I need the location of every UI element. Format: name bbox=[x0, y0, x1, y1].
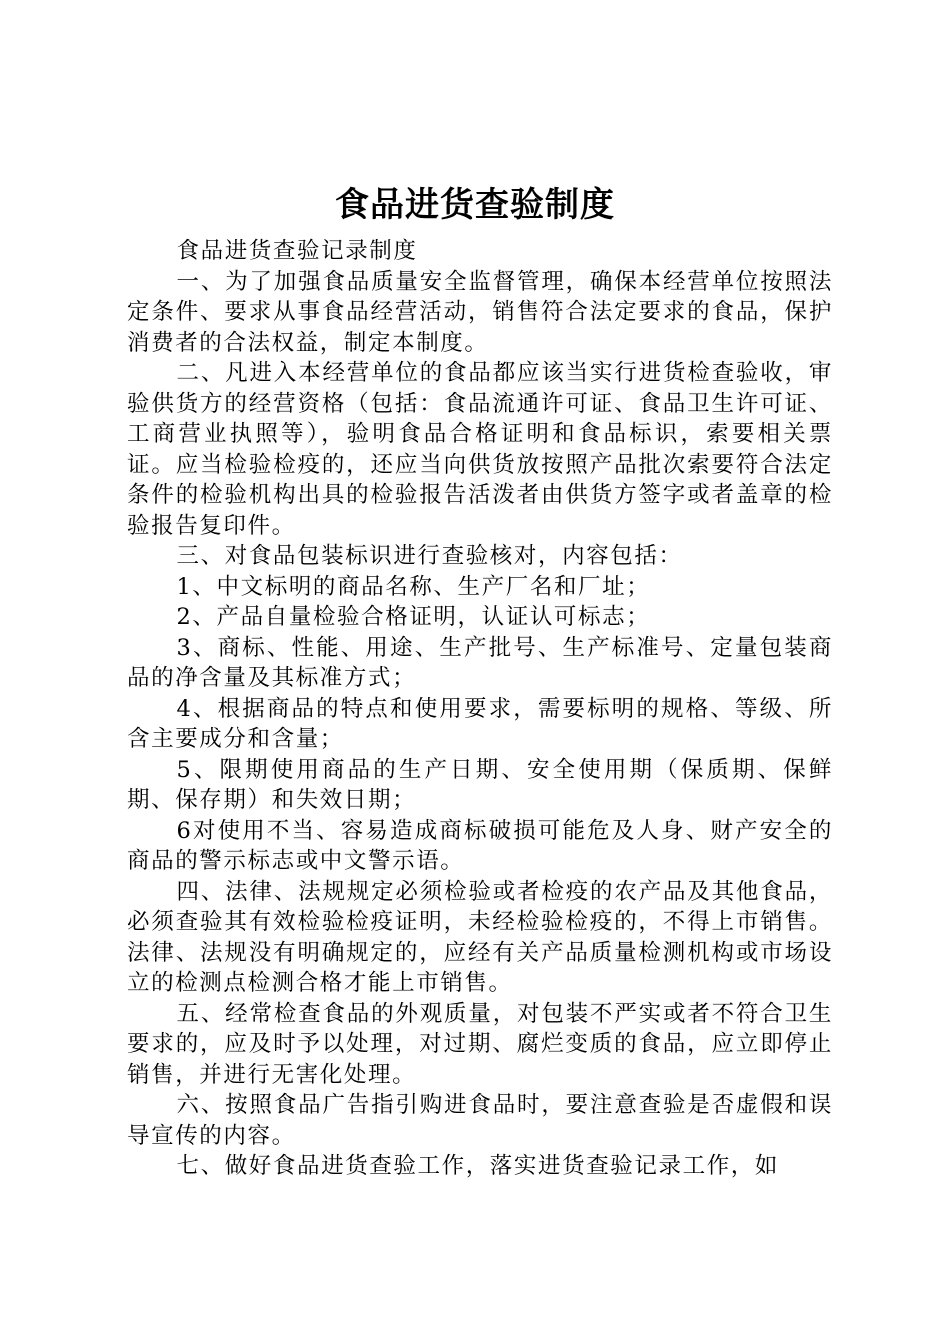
paragraph-5: 五、经常检查食品的外观质量，对包装不严实或者不符合卫生要求的，应及时予以处理，对过期、腐烂变质的食品，应立即停止销售，并进行无害化处理。 bbox=[127, 1000, 833, 1088]
list-item-5: 5、限期使用商品的生产日期、安全使用期（保质期、保鲜期、保存期）和失效日期； bbox=[127, 756, 833, 813]
document-title: 食品进货查验制度 bbox=[335, 185, 615, 225]
list-item-2: 2、产品自量检验合格证明，认证认可标志； bbox=[176, 604, 651, 630]
list-item-6: 6对使用不当、容易造成商标破损可能危及人身、财产安全的商品的警示标志或中文警示语。 bbox=[127, 817, 833, 874]
list-item-3: 3、商标、性能、用途、生产批号、生产标准号、定量包装商品的净含量及其标准方式； bbox=[127, 634, 833, 691]
paragraph-1: 一、为了加强食品质量安全监督管理，确保本经营单位按照法定条件、要求从事食品经营活动，销售符合法定要求的食品，保护消费者的合法权益，制定本制度。 bbox=[127, 268, 833, 356]
paragraph-subtitle: 食品进货查验记录制度 bbox=[176, 238, 418, 264]
paragraph-4: 四、法律、法规规定必须检验或者检疫的农产品及其他食品，必须查验其有效检验检疫证明，未经检验检疫的，不得上市销售。法律、法规没有明确规定的，应经有关产品质量检测机构或市场设立的检测点检测合格才能上市销售。 bbox=[127, 878, 833, 996]
list-item-1: 1、中文标明的商品名称、生产厂名和厂址； bbox=[176, 573, 651, 600]
paragraph-7: 七、做好食品进货查验工作，落实进货查验记录工作，如 bbox=[176, 1153, 780, 1179]
paragraph-3: 三、对食品包装标识进行查验核对，内容包括： bbox=[176, 543, 683, 569]
document-body bbox=[127, 236, 833, 1182]
paragraph-6: 六、按照食品广告指引购进食品时，要注意查验是否虚假和误导宣传的内容。 bbox=[127, 1092, 833, 1149]
list-item-4: 4、根据商品的特点和使用要求，需要标明的规格、等级、所含主要成分和含量； bbox=[127, 695, 833, 752]
paragraph-2: 二、凡进入本经营单位的食品都应该当实行进货检查验收，审验供货方的经营资格（包括：食品流通许可证、食品卫生许可证、工商营业执照等），验明食品合格证明和食品标识，索要相关票证。应当检验检疫的，还应当向供货放按照产品批次索要符合法定条件的检验机构出具的检验报告活泼者由供货方签字或者盖章的检验报告复印件。 bbox=[127, 360, 833, 539]
